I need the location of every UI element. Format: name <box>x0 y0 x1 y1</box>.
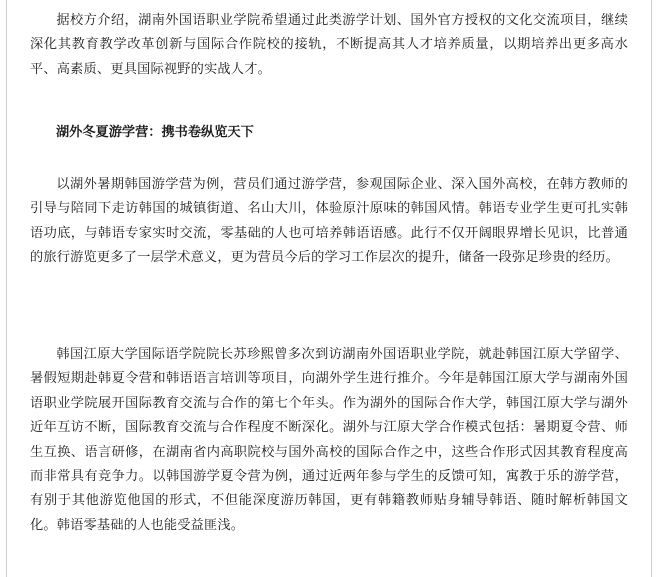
article-paragraph-3: 韩国江原大学国际语学院院长苏珍熙曾多次到访湖南外国语职业学院，就赴韩国江原大学留学、暑假短期赴韩夏令营和韩语语言培训等项目，向湖外学生进行推介。今年是韩国江原大学与湖南外国语职业学院展开国际教育交流与合作的第七个年头。作为湖外的国际合作大学，韩国江原大学与湖外近年互访不断，国际教育交流与合作程度不断深化。湖外与江原大学合作模式包括：暑期夏令营、师生互换、语言研修，在湖南省内高职院校与国外高校的国际合作之中，这些合作形式因其教育程度高而非常具有竞争力。以韩国游学夏令营为例，通过近两年参与学生的反馈可知，寓教于乐的游学营，有别于其他游览他国的形式，不但能深度游历韩国，更有韩籍教师贴身辅导韩语、随时解析韩国文化。韩语零基础的人也能受益匪浅。 <box>30 347 628 533</box>
article-paragraph-2: 以湖外暑期韩国游学营为例，营员们通过游学营，参观国际企业、深入国外高校，在韩方教师的引导与陪同下走访韩国的城镇街道、名山大川，体验原汁原味的韩国风情。韩语专业学生更可扎实韩语功底，与韩语专家实时交流，零基础的人也可培养韩语语感。此行不仅开阔眼界增长见识，比普通的旅行游览更多了一层学术意义，更为营员今后的学习工作层次的提升，储备一段弥足珍贵的经历。 <box>30 177 628 266</box>
page-border-left <box>6 0 7 577</box>
section-heading: 湖外冬夏游学营：携书卷纵览天下 <box>56 125 254 140</box>
page-border-right <box>651 0 652 577</box>
article-paragraph-1: 据校方介绍，湖南外国语职业学院希望通过此类游学计划、国外官方授权的文化交流项目，继续深化其教育教学改革创新与国际合作院校的接轨，不断提高其人才培养质量，以期培养出更多高水平、高素质、更具国际视野的实战人才。 <box>30 13 628 77</box>
